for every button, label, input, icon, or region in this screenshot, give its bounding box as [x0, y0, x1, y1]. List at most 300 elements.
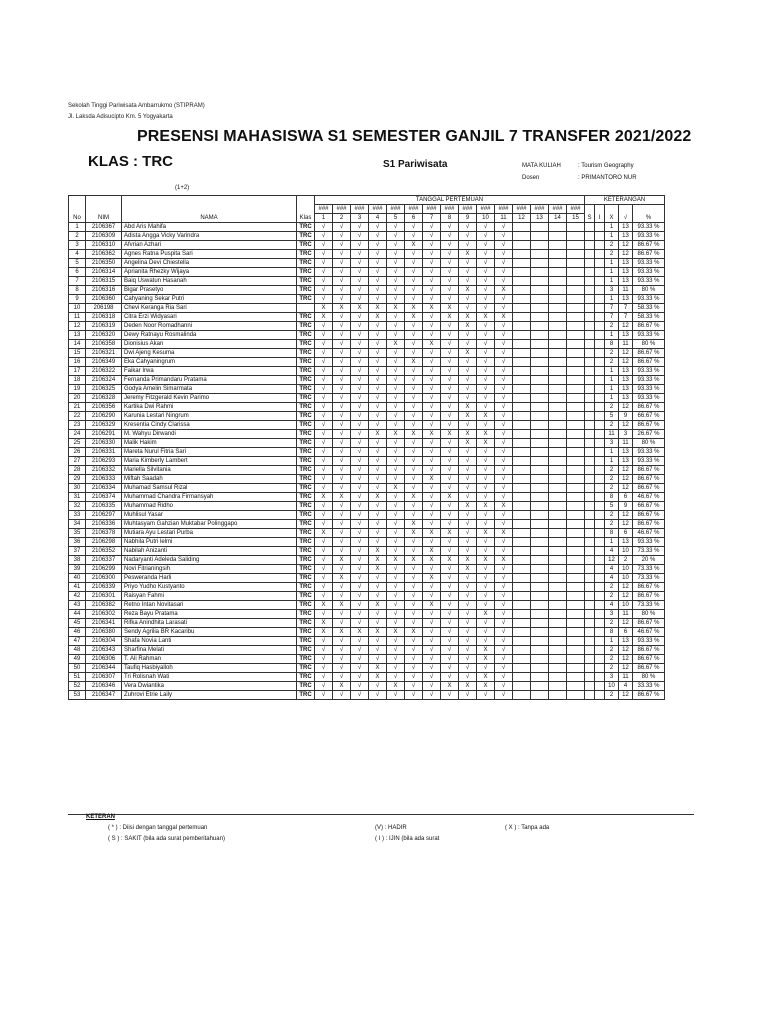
attendance-mark: √	[459, 457, 477, 466]
row-nim: 2106352	[86, 547, 122, 556]
attendance-mark: √	[495, 358, 513, 367]
attendance-mark: √	[441, 547, 459, 556]
attendance-mark: √	[495, 394, 513, 403]
note-header-cell: √	[619, 205, 633, 223]
attendance-mark: √	[495, 691, 513, 700]
attendance-mark: √	[477, 421, 495, 430]
attendance-mark: √	[315, 241, 333, 250]
row-percentage: 80 %	[633, 286, 665, 295]
row-nim: 2106314	[86, 268, 122, 277]
row-name: Sendy Agrilia BR Kacaribu	[122, 628, 297, 637]
row-class: TRC	[297, 565, 315, 574]
attendance-mark: √	[369, 286, 387, 295]
row-permission	[595, 439, 605, 448]
attendance-mark: √	[423, 610, 441, 619]
attendance-mark	[531, 457, 549, 466]
row-name: Godya Amelin Simarmata	[122, 385, 297, 394]
attendance-mark: √	[495, 484, 513, 493]
attendance-mark	[531, 448, 549, 457]
row-sick	[585, 295, 595, 304]
attendance-mark: √	[351, 430, 369, 439]
attendance-mark: √	[477, 583, 495, 592]
attendance-mark: √	[351, 358, 369, 367]
attendance-mark: √	[477, 457, 495, 466]
row-nim: 2106367	[86, 223, 122, 232]
note-header-cell: I	[595, 205, 605, 223]
attendance-mark: √	[405, 664, 423, 673]
row-absent-count: 2	[605, 520, 619, 529]
row-name: Malik Hakim	[122, 439, 297, 448]
attendance-mark	[549, 457, 567, 466]
attendance-mark	[531, 466, 549, 475]
attendance-mark: X	[387, 556, 405, 565]
row-nim: 2106334	[86, 484, 122, 493]
row-nim: 2106380	[86, 628, 122, 637]
attendance-mark: √	[369, 223, 387, 232]
row-sick	[585, 511, 595, 520]
row-class: TRC	[297, 493, 315, 502]
meeting-number-cell: 13	[531, 214, 549, 223]
attendance-mark	[513, 637, 531, 646]
attendance-mark: √	[441, 619, 459, 628]
attendance-mark	[513, 322, 531, 331]
attendance-mark	[513, 484, 531, 493]
row-class: TRC	[297, 358, 315, 367]
row-absent-count: 2	[605, 421, 619, 430]
row-number: 18	[69, 376, 86, 385]
row-permission	[595, 421, 605, 430]
attendance-mark: √	[387, 574, 405, 583]
row-present-count: 11	[619, 673, 633, 682]
row-name: Aprianita Rhezky Wijaya	[122, 268, 297, 277]
attendance-mark	[549, 232, 567, 241]
row-number: 10	[69, 304, 86, 313]
attendance-mark	[513, 547, 531, 556]
table-row	[69, 259, 665, 268]
attendance-mark: √	[405, 592, 423, 601]
table-row	[69, 232, 665, 241]
row-number: 30	[69, 484, 86, 493]
row-name: Sharfina Melati	[122, 646, 297, 655]
row-number: 7	[69, 277, 86, 286]
attendance-mark: X	[315, 313, 333, 322]
attendance-mark: √	[495, 439, 513, 448]
attendance-mark: √	[351, 286, 369, 295]
row-present-count: 12	[619, 520, 633, 529]
attendance-mark	[549, 412, 567, 421]
row-absent-count: 1	[605, 394, 619, 403]
attendance-mark: √	[459, 367, 477, 376]
row-sick	[585, 493, 595, 502]
attendance-mark: X	[405, 529, 423, 538]
row-number: 11	[69, 313, 86, 322]
attendance-mark: √	[459, 385, 477, 394]
row-percentage: 46.67 %	[633, 493, 665, 502]
table-row	[69, 268, 665, 277]
attendance-mark: √	[495, 673, 513, 682]
row-number: 36	[69, 538, 86, 547]
attendance-mark: √	[423, 448, 441, 457]
row-nim: 2106330	[86, 439, 122, 448]
attendance-mark: √	[387, 277, 405, 286]
attendance-mark: √	[315, 583, 333, 592]
table-row	[69, 493, 665, 502]
attendance-mark: √	[351, 493, 369, 502]
table-row	[69, 619, 665, 628]
attendance-mark	[513, 619, 531, 628]
attendance-mark	[567, 664, 585, 673]
row-absent-count: 8	[605, 529, 619, 538]
attendance-mark: √	[477, 448, 495, 457]
row-absent-count: 5	[605, 502, 619, 511]
row-permission	[595, 358, 605, 367]
attendance-mark: √	[405, 547, 423, 556]
row-name: Baiq Uswatun Hasanah	[122, 277, 297, 286]
attendance-mark	[549, 250, 567, 259]
attendance-mark: √	[387, 232, 405, 241]
row-absent-count: 2	[605, 403, 619, 412]
row-percentage: 86.67 %	[633, 349, 665, 358]
row-absent-count: 2	[605, 646, 619, 655]
attendance-mark: √	[369, 619, 387, 628]
row-percentage: 80 %	[633, 340, 665, 349]
row-percentage: 80 %	[633, 673, 665, 682]
meeting-number-cell: 3	[351, 214, 369, 223]
attendance-mark: √	[333, 403, 351, 412]
attendance-mark: √	[351, 466, 369, 475]
attendance-mark: √	[495, 268, 513, 277]
attendance-mark: X	[477, 430, 495, 439]
attendance-mark: √	[315, 295, 333, 304]
row-nim: 2106325	[86, 385, 122, 394]
attendance-mark: √	[315, 673, 333, 682]
attendance-mark: √	[387, 358, 405, 367]
attendance-mark: X	[387, 304, 405, 313]
attendance-mark	[513, 268, 531, 277]
row-sick	[585, 664, 595, 673]
attendance-mark: √	[387, 493, 405, 502]
row-number: 41	[69, 583, 86, 592]
attendance-mark	[567, 241, 585, 250]
row-absent-count: 8	[605, 493, 619, 502]
row-present-count: 12	[619, 466, 633, 475]
attendance-mark	[531, 394, 549, 403]
row-number: 44	[69, 610, 86, 619]
attendance-mark	[513, 646, 531, 655]
attendance-mark: √	[369, 646, 387, 655]
attendance-mark	[513, 250, 531, 259]
attendance-mark: √	[351, 439, 369, 448]
attendance-mark	[567, 583, 585, 592]
attendance-mark: √	[477, 628, 495, 637]
attendance-mark: √	[459, 304, 477, 313]
attendance-mark	[567, 259, 585, 268]
attendance-mark	[531, 232, 549, 241]
row-name: Muhlisul Yasar	[122, 511, 297, 520]
row-percentage: 80 %	[633, 610, 665, 619]
row-absent-count: 2	[605, 511, 619, 520]
attendance-mark: √	[423, 493, 441, 502]
row-percentage: 86.67 %	[633, 475, 665, 484]
attendance-mark: √	[441, 331, 459, 340]
attendance-mark: √	[459, 340, 477, 349]
attendance-mark: X	[369, 556, 387, 565]
row-class: TRC	[297, 403, 315, 412]
attendance-mark: √	[405, 673, 423, 682]
row-present-count: 12	[619, 421, 633, 430]
row-present-count: 12	[619, 664, 633, 673]
attendance-mark: √	[441, 277, 459, 286]
note-header-cell: %	[633, 205, 665, 223]
attendance-mark: √	[459, 520, 477, 529]
attendance-mark: √	[351, 538, 369, 547]
attendance-mark	[549, 529, 567, 538]
attendance-mark: X	[423, 340, 441, 349]
attendance-mark: √	[387, 331, 405, 340]
attendance-mark: √	[387, 547, 405, 556]
attendance-mark: √	[423, 358, 441, 367]
row-present-count: 12	[619, 358, 633, 367]
attendance-mark: X	[369, 664, 387, 673]
row-permission	[595, 268, 605, 277]
attendance-mark: X	[477, 412, 495, 421]
attendance-mark: X	[333, 628, 351, 637]
attendance-mark: √	[423, 691, 441, 700]
row-name: Deden Noor Romadhanni	[122, 322, 297, 331]
attendance-mark: √	[477, 286, 495, 295]
row-permission	[595, 394, 605, 403]
meeting-date-cell: ###	[441, 205, 459, 214]
attendance-mark: √	[495, 592, 513, 601]
row-number: 15	[69, 349, 86, 358]
attendance-mark: √	[477, 250, 495, 259]
table-row	[69, 583, 665, 592]
table-row	[69, 223, 665, 232]
row-class: TRC	[297, 295, 315, 304]
attendance-mark	[567, 232, 585, 241]
attendance-mark	[567, 367, 585, 376]
note-header-cell: X	[605, 205, 619, 223]
row-absent-count: 1	[605, 259, 619, 268]
attendance-mark: √	[387, 466, 405, 475]
attendance-mark: √	[369, 412, 387, 421]
attendance-mark: √	[459, 259, 477, 268]
table-row	[69, 655, 665, 664]
row-percentage: 93.33 %	[633, 448, 665, 457]
attendance-mark: √	[441, 655, 459, 664]
row-absent-count: 1	[605, 367, 619, 376]
row-name: Nadaryanti Adeleda Saliding	[122, 556, 297, 565]
attendance-mark: X	[387, 340, 405, 349]
attendance-mark	[513, 286, 531, 295]
row-class: TRC	[297, 520, 315, 529]
row-present-count: 11	[619, 439, 633, 448]
attendance-mark: X	[477, 682, 495, 691]
attendance-mark: √	[423, 520, 441, 529]
row-nim: 2106293	[86, 457, 122, 466]
row-percentage: 86.67 %	[633, 421, 665, 430]
row-sick	[585, 691, 595, 700]
attendance-mark: √	[387, 385, 405, 394]
attendance-mark: √	[441, 628, 459, 637]
attendance-mark: √	[387, 565, 405, 574]
attendance-mark	[567, 682, 585, 691]
attendance-mark	[549, 466, 567, 475]
attendance-mark: √	[369, 538, 387, 547]
attendance-mark: X	[459, 349, 477, 358]
attendance-mark	[567, 394, 585, 403]
attendance-mark	[567, 286, 585, 295]
row-present-count: 12	[619, 403, 633, 412]
row-number: 29	[69, 475, 86, 484]
attendance-mark: X	[333, 574, 351, 583]
attendance-mark: √	[369, 241, 387, 250]
attendance-mark: √	[351, 232, 369, 241]
attendance-mark: √	[333, 241, 351, 250]
attendance-mark: X	[459, 430, 477, 439]
row-number: 12	[69, 322, 86, 331]
attendance-mark: X	[369, 430, 387, 439]
attendance-mark	[567, 484, 585, 493]
attendance-mark	[567, 475, 585, 484]
attendance-mark: √	[387, 376, 405, 385]
attendance-mark	[531, 313, 549, 322]
attendance-mark: √	[459, 493, 477, 502]
row-percentage: 86.67 %	[633, 358, 665, 367]
attendance-mark: √	[405, 286, 423, 295]
attendance-mark	[531, 295, 549, 304]
row-sick	[585, 601, 595, 610]
attendance-mark: √	[315, 448, 333, 457]
attendance-mark: √	[333, 376, 351, 385]
attendance-mark: √	[351, 547, 369, 556]
attendance-mark	[549, 268, 567, 277]
row-nim: 2106309	[86, 232, 122, 241]
row-nim: 2106332	[86, 466, 122, 475]
row-nim: 2106298	[86, 538, 122, 547]
attendance-mark: √	[351, 394, 369, 403]
attendance-mark: √	[333, 421, 351, 430]
attendance-mark: √	[369, 691, 387, 700]
attendance-mark	[567, 529, 585, 538]
attendance-mark: √	[405, 691, 423, 700]
row-name: Muhammad Ridho	[122, 502, 297, 511]
attendance-mark: √	[333, 619, 351, 628]
row-name: Taufiq Hasbiyalloh	[122, 664, 297, 673]
row-class: TRC	[297, 331, 315, 340]
attendance-mark: √	[333, 259, 351, 268]
attendance-mark: X	[477, 556, 495, 565]
row-absent-count: 4	[605, 574, 619, 583]
attendance-mark: X	[495, 529, 513, 538]
attendance-mark: √	[333, 538, 351, 547]
attendance-mark: √	[423, 484, 441, 493]
attendance-mark	[531, 601, 549, 610]
attendance-mark: √	[423, 277, 441, 286]
row-percentage: 86.67 %	[633, 664, 665, 673]
attendance-mark	[567, 313, 585, 322]
table-row	[69, 313, 665, 322]
attendance-mark	[531, 358, 549, 367]
row-name: Dwi Ajeng Kesuma	[122, 349, 297, 358]
attendance-mark: √	[495, 295, 513, 304]
attendance-mark: √	[405, 565, 423, 574]
row-nim: 2106306	[86, 655, 122, 664]
attendance-mark: √	[369, 340, 387, 349]
attendance-mark: √	[333, 250, 351, 259]
row-nim: 2106333	[86, 475, 122, 484]
row-present-count: 12	[619, 484, 633, 493]
attendance-mark	[513, 538, 531, 547]
attendance-mark: √	[477, 367, 495, 376]
attendance-mark: X	[459, 439, 477, 448]
row-present-count: 13	[619, 367, 633, 376]
row-permission	[595, 547, 605, 556]
meeting-date-cell: ###	[459, 205, 477, 214]
row-class: TRC	[297, 583, 315, 592]
attendance-mark	[513, 439, 531, 448]
row-absent-count: 2	[605, 484, 619, 493]
row-sick	[585, 358, 595, 367]
attendance-mark	[567, 412, 585, 421]
meeting-date-cell: ###	[351, 205, 369, 214]
row-permission	[595, 637, 605, 646]
attendance-mark	[513, 628, 531, 637]
attendance-mark: √	[333, 340, 351, 349]
attendance-mark: √	[459, 376, 477, 385]
row-absent-count: 3	[605, 673, 619, 682]
row-permission	[595, 349, 605, 358]
attendance-mark	[567, 547, 585, 556]
attendance-mark: √	[351, 295, 369, 304]
row-class: TRC	[297, 232, 315, 241]
attendance-mark: √	[441, 367, 459, 376]
row-permission	[595, 448, 605, 457]
attendance-mark: √	[495, 493, 513, 502]
attendance-mark: √	[333, 232, 351, 241]
row-number: 26	[69, 448, 86, 457]
row-percentage: 93.33 %	[633, 223, 665, 232]
attendance-mark	[531, 484, 549, 493]
attendance-mark	[513, 655, 531, 664]
attendance-mark: √	[333, 592, 351, 601]
attendance-mark: √	[315, 511, 333, 520]
attendance-mark: √	[333, 322, 351, 331]
attendance-mark: √	[351, 619, 369, 628]
attendance-mark: √	[477, 565, 495, 574]
row-permission	[595, 646, 605, 655]
row-nim: 2106322	[86, 367, 122, 376]
row-sick	[585, 268, 595, 277]
attendance-mark: √	[405, 295, 423, 304]
row-nim: 2106382	[86, 601, 122, 610]
row-present-count: 9	[619, 412, 633, 421]
attendance-mark	[549, 655, 567, 664]
attendance-mark: X	[459, 286, 477, 295]
meeting-date-cell: ###	[405, 205, 423, 214]
attendance-mark: √	[333, 412, 351, 421]
row-name: Zuhrovi Etrie Laily	[122, 691, 297, 700]
attendance-mark	[549, 628, 567, 637]
attendance-mark: √	[495, 601, 513, 610]
attendance-mark: √	[351, 475, 369, 484]
attendance-mark: X	[369, 304, 387, 313]
attendance-mark: √	[405, 403, 423, 412]
row-absent-count: 1	[605, 538, 619, 547]
attendance-mark: √	[459, 241, 477, 250]
row-name: Faikar Irwa	[122, 367, 297, 376]
attendance-mark: √	[441, 457, 459, 466]
